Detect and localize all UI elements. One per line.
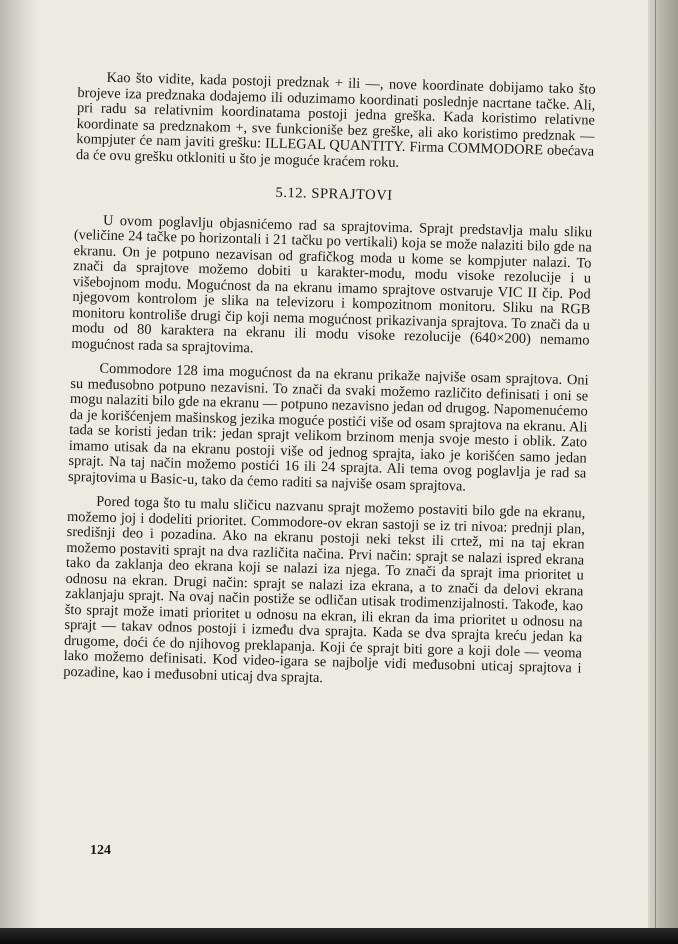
paragraph-2: Commodore 128 ima mogućnost da na ekranu prikaže najviše osam sprajtova. Oni su međusobno potpuno nezavisni. To znači da svaki možemo različito definisati i oni se mogu nalaziti bilo gde na ekranu — potpuno nezavisno jedan od drugog. Napomenućemo da je korišćenjem mašinskog jezika moguće postići više od osam sprajtova na ekranu. Ali tada se koristi jedan trik: jedan sprajt velikom brzinom menja svoje mesto i oblik. Zato imamo utisak da na ekranu postoji više od jednog sprajta, iako je korišćen samo jedan sprajt. Na taj način možemo postići 16 ili 24 sprajta. Ali tema ovog poglavlja je rad sa sprajtovima u Basic-u, tako da ćemo raditi sa najviše osam sprajtova. — [67, 360, 589, 495]
page-left-shadow — [0, 0, 40, 944]
table-surface — [0, 928, 678, 944]
paragraph-intro: Kao što vidite, kada postoji predznak + ili —, nove koordinate dobijamo tako što brojeve iza predznaka dodajemo ili oduzimamo koordinati poslednje nacrtane tačke. Ali, pri radu sa relativnim koordinatama postoji jedna greška. Kada koristimo relativne koordinate sa predznakom +, sve funkcioniše bez greške, ali ako koristimo predznak — kompjuter će nam javiti grešku: ILLEGAL QUANTITY. Firma COMMODORE obećava da će ovu grešku otkloniti u što je moguće kraćem roku. — [75, 69, 596, 171]
book-edge-line — [655, 0, 656, 944]
book-page-edges — [648, 0, 678, 944]
paragraph-3: Pored toga što tu malu sličicu nazvanu sprajt možemo postaviti bilo gde na ekranu, možemo joj i dodeliti prioritet. Commodore-ov ekran sastoji se iz tri nivoa: prednji plan, središnji deo i pozadina. Ako na ekranu postoji neki tekst ili crtež, mi na taj ekran možemo postaviti sprajt na dva različita načina. Prvi način: sprajt se nalazi ispred ekrana tako da zaklanja deo ekrana koji se nalazi iza njega. To znači da sprajt ima prioritet u odnosu na ekran. Drugi način: sprajt se nalazi iza ekrana, a to znači da delovi ekrana zaklanjaju sprajt. Na ovaj način postiže se odličan utisak trodimenzijalnosti. Takođe, kao što sprajt može imati prioritet u odnosu na ekran, ili ekran da ima prioritet u odnosu na sprajt — takav odnos postoji i između dva sprajta. Kada se dva sprajta kreću jedan ka drugome, doći će do njihovog preklapanja. Koji će sprajt biti gore a koji dole — veoma lako možemo definisati. Kod video-igara se najbolje vidi međusobni uticaj sprajtova i pozadine, kao i međusobni uticaj dva sprajta. — [63, 493, 586, 686]
section-heading: 5.12. SPRAJTOVI — [275, 184, 393, 204]
page-number: 124 — [90, 843, 111, 858]
book-page-text — [63, 70, 596, 692]
paragraph-1: U ovom poglavlju objasnićemo rad sa sprajtovima. Sprajt predstavlja malu sliku (veličine 24 tačke po horizontali i 21 tačku po vertikali) koja se može nalaziti bilo gde na ekranu. On je potpuno nezavisan od grafičkog moda u kome se kompjuter nalazi. To znači da sprajtove možemo dobiti u karakter-modu, modu visoke rezolucije i u višebojnom modu. Mogućnost da na ekranu imamo sprajtove ostvaruje VIC II čip. Pod njegovom kontrolom je slika na televizoru i kompozitnom monitoru. Sliku na RGB monitoru kontroliše drugi čip koji nema mogućnost prikazivanja sprajtova. To znači da u modu od 80 karaktera na ekranu ili modu visoke rezolucije (640×200) nemamo mogućnost rada sa sprajtovima. — [71, 212, 593, 356]
